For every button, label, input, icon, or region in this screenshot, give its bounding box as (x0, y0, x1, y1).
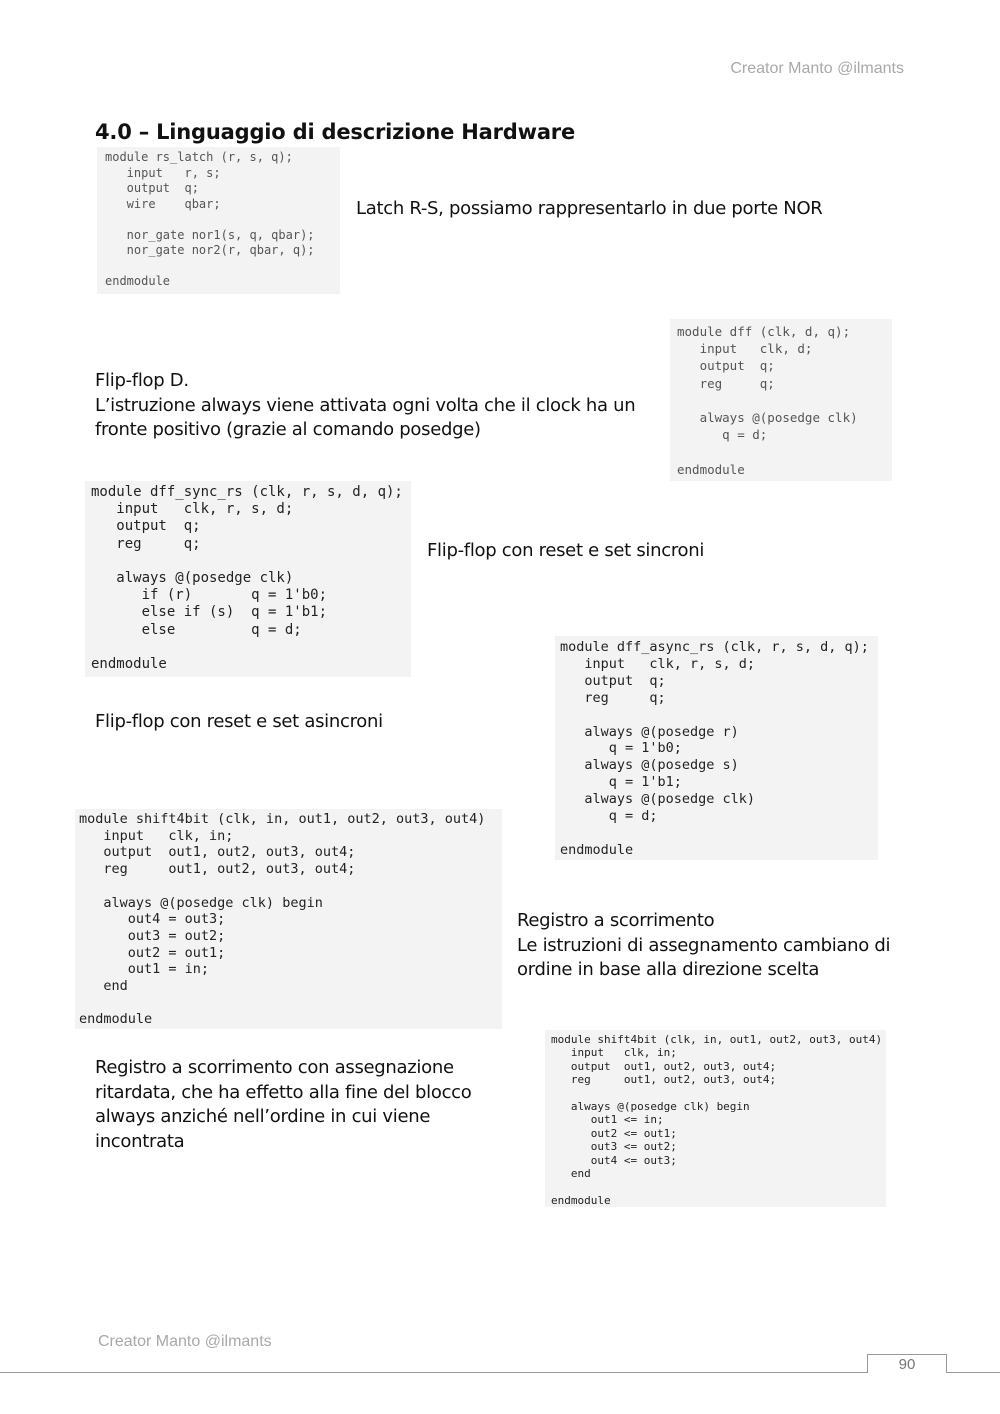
caption-dff-async-rs: Flip-flop con reset e set asincroni (95, 711, 383, 732)
code-rs-latch: module rs_latch (r, s, q); input r, s; output q; wire qbar; nor_gate nor1(s, q, qbar); nor_gate nor2(r, qbar, q); endmodule (97, 147, 340, 294)
code-shift4bit-blocking: module shift4bit (clk, in, out1, out2, out3, out4) input clk, in; output out1, out2, out3, out4; reg out1, out2, out3, out4; always @(posedge clk) begin out4 = out3; out3 = out2; out2 = out1; out1 = in; end endmodule (75, 809, 502, 1029)
caption-shift4bit-nonblocking: Registro a scorrimento con assegnazione ritardata, che ha effetto alla fine del blocco always anziché nell’ordine in cui viene incontrata (95, 1057, 472, 1152)
caption-shift4bit-blocking: Registro a scorrimento Le istruzioni di assegnamento cambiano di ordine in base alla direzione scelta (517, 910, 891, 980)
caption-dff: Flip-flop D. L’istruzione always viene attivata ogni volta che il clock ha un fronte positivo (grazie al comando posedge) (95, 370, 636, 440)
caption-dff-sync-rs: Flip-flop con reset e set sincroni (427, 540, 705, 561)
section-title: 4.0 – Linguaggio di descrizione Hardware (95, 120, 575, 144)
page-number: 90 (898, 1356, 916, 1373)
code-dff: module dff (clk, d, q); input clk, d; output q; reg q; always @(posedge clk) q = d; endmodule (670, 319, 892, 481)
footer-rule-right (946, 1372, 1000, 1373)
code-dff-sync-rs: module dff_sync_rs (clk, r, s, d, q); input clk, r, s, d; output q; reg q; always @(posedge clk) if (r) q = 1'b0; else if (s) q = 1'b1; else q = d; endmodule (85, 481, 411, 677)
caption-rs-latch: Latch R-S, possiamo rappresentarlo in due porte NOR (356, 198, 823, 219)
code-dff-async-rs: module dff_async_rs (clk, r, s, d, q); input clk, r, s, d; output q; reg q; always @(posedge r) q = 1'b0; always @(posedge s) q = 1'b1; always @(posedge clk) q = d; endmodule (555, 636, 878, 860)
footer-credit: Creator Manto @ilmants (98, 1333, 272, 1350)
header-credit: Creator Manto @ilmants (730, 60, 904, 77)
code-shift4bit-nonblocking: module shift4bit (clk, in, out1, out2, out3, out4) input clk, in; output out1, out2, out3, out4; reg out1, out2, out3, out4; always @(posedge clk) begin out1 <= in; out2 <= out1; out3 <= out2; out4 <= out3; end endmodule (545, 1030, 886, 1207)
footer-rule-left (0, 1372, 868, 1373)
